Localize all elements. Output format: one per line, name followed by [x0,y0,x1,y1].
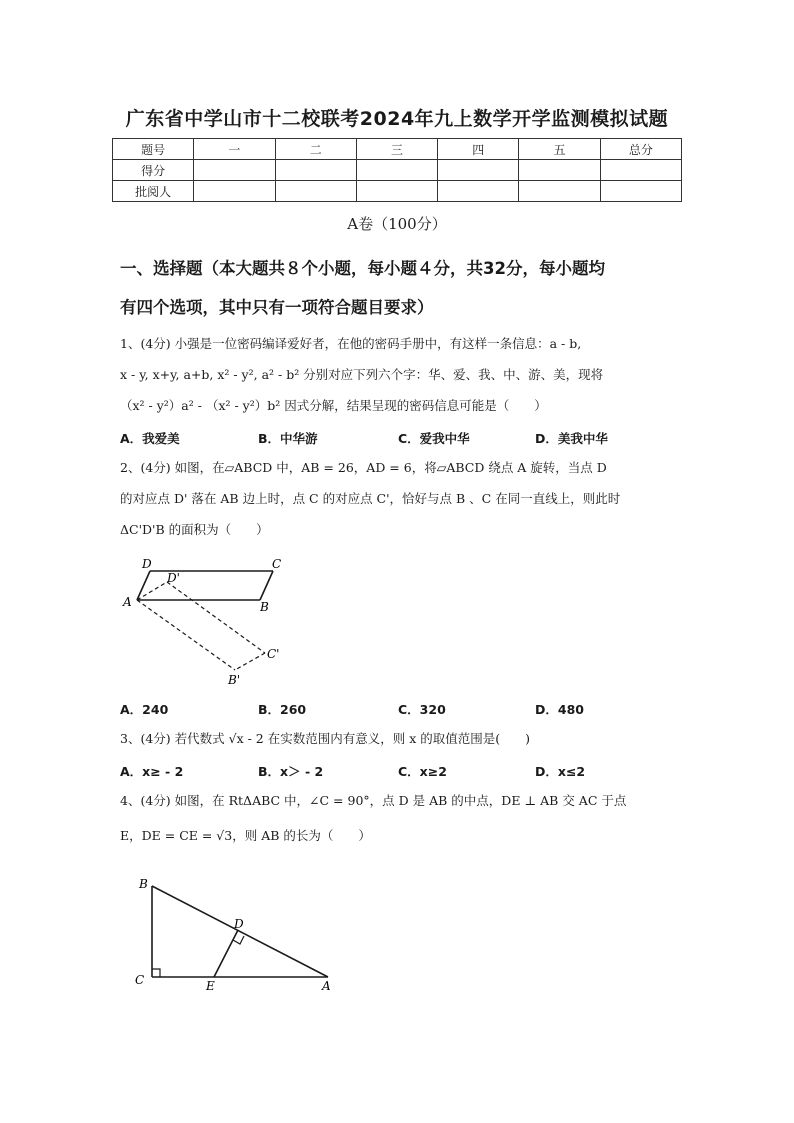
table-cell [356,181,437,202]
label-a: A [123,595,132,609]
label-a: A [322,979,331,993]
q1-text-line-1: 1、(4分) 小强是一位密码编译爱好者，在他的密码手册中，有这样一条信息：a - b, [120,336,582,351]
q4-text-line-1: 4、(4分) 如图，在 RtΔABC 中，∠C = 90°，点 D 是 AB 的中点，DE ⊥ AB 交 AC 于点 [120,793,627,808]
score-table [112,138,682,202]
q2-option-a: A．240 [120,702,169,717]
label-d: D [234,917,244,931]
volume-label: A卷（100分） [347,215,447,233]
table-cell: 三 [356,139,437,160]
page-title: 广东省中学山市十二校联考2024年九上数学开学监测模拟试题 [125,108,669,130]
label-c: C [135,973,145,987]
q3-text-line-1: 3、(4分) 若代数式 √x - 2 在实数范围内有意义，则 x 的取值范围是( ) [120,731,530,746]
section-heading-line-2: 有四个选项，其中只有一项符合题目要求） [120,298,434,317]
label-e: E [206,979,215,993]
table-cell [600,181,681,202]
table-cell [356,160,437,181]
q1-option-a: A．我爱美 [120,431,180,446]
q2-option-d: D．480 [535,702,584,717]
parallelogram-figure [115,555,295,690]
table-cell [275,181,356,202]
q3-option-c: C．x≥2 [398,764,447,779]
table-cell: 二 [275,139,356,160]
label-b: B [139,877,148,891]
table-cell [194,181,275,202]
table-row [113,181,682,202]
q1-option-b: B．中华游 [258,431,318,446]
table-cell [438,160,519,181]
table-row [113,139,682,160]
table-cell [438,181,519,202]
q2-text-line-1: 2、(4分) 如图，在▱ABCD 中，AB = 26，AD = 6，将▱ABCD 绕点 A 旋转，当点 D [120,460,607,475]
q1-option-c: C．爱我中华 [398,431,470,446]
table-cell: 五 [519,139,600,160]
q2-text-line-3: ΔC'D'B 的面积为（ ） [120,522,269,537]
q1-option-d: D．美我中华 [535,431,608,446]
table-cell: 总分 [600,139,681,160]
q2-text-line-2: 的对应点 D' 落在 AB 边上时，点 C 的对应点 C'，恰好与点 B 、C 在同一直线上，则此时 [120,491,621,506]
q1-text-line-3: （x² - y²）a² - （x² - y²）b² 因式分解，结果呈现的密码信息可能是（ ） [120,398,547,413]
q2-option-b: B．260 [258,702,307,717]
q2-option-c: C．320 [398,702,446,717]
q3-option-a: A．x≥ - 2 [120,764,184,779]
table-cell [194,160,275,181]
right-triangle-figure [130,872,345,997]
label-d-prime: D' [167,571,180,585]
label-d: D [142,557,152,571]
table-cell [600,160,681,181]
label-c-prime: C' [267,647,280,661]
table-row [113,160,682,181]
table-cell [519,160,600,181]
section-heading-line-1: 一、选择题（本大题共８个小题，每小题４分，共32分，每小题均 [120,259,605,278]
table-cell [275,160,356,181]
q1-text-line-2: x - y, x+y, a+b, x² - y², a² - b² 分别对应下列六个字：华、爱、我、中、游、美，现将 [120,367,604,382]
q4-text-line-2: E，DE = CE = √3，则 AB 的长为（ ） [120,828,371,843]
q3-option-d: D．x≤2 [535,764,586,779]
table-cell: 得分 [113,160,194,181]
label-b: B [260,600,269,614]
q3-option-b: B．x＞ - 2 [258,764,324,779]
table-cell: 四 [438,139,519,160]
table-cell [519,181,600,202]
table-cell: 一 [194,139,275,160]
label-b-prime: B' [228,673,241,687]
table-cell: 题号 [113,139,194,160]
table-cell: 批阅人 [113,181,194,202]
label-c: C [272,557,282,571]
